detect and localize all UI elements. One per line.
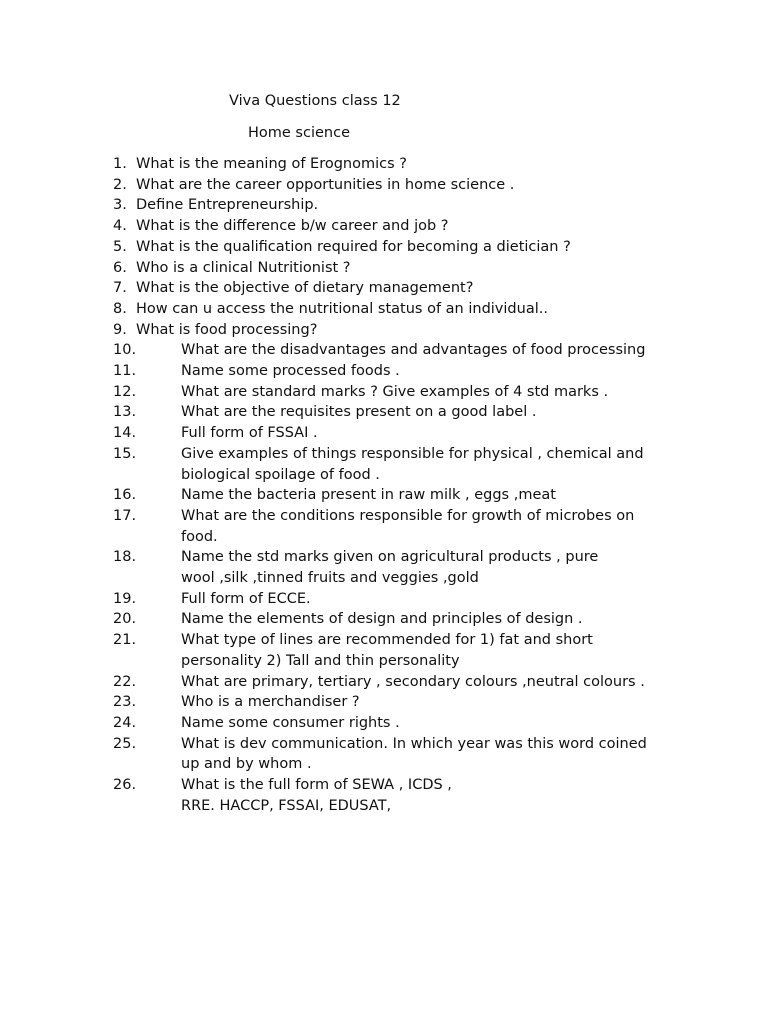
question-number: 11. — [113, 363, 137, 380]
question-text — [136, 361, 681, 382]
list-item — [0, 692, 681, 713]
question-text — [136, 589, 681, 610]
question-line: Give examples of things responsible for physical , chemical and — [181, 445, 644, 462]
list-item — [0, 278, 681, 299]
question-number: 24. — [113, 714, 137, 731]
question-number: 14. — [113, 425, 137, 442]
question-text — [136, 630, 681, 671]
question-text — [136, 775, 681, 816]
question-line: How can u access the nutritional status of an individual.. — [136, 300, 548, 317]
question-number: 21. — [113, 632, 137, 649]
question-line: Full form of ECCE. — [181, 590, 311, 607]
question-text — [136, 320, 681, 341]
question-number: 4. — [113, 218, 127, 235]
question-text — [136, 154, 681, 175]
list-item — [0, 237, 681, 258]
document-subtitle: Home science — [248, 125, 350, 141]
question-number: 17. — [113, 507, 137, 524]
list-item — [0, 320, 681, 341]
question-line: Name some consumer rights . — [181, 714, 400, 731]
list-item — [0, 713, 681, 734]
question-text — [136, 278, 681, 299]
list-item — [0, 485, 681, 506]
question-line: What are the disadvantages and advantages of food processing — [181, 342, 646, 359]
question-number: 10. — [113, 342, 137, 359]
question-number: 5. — [113, 238, 127, 255]
list-item — [0, 589, 681, 610]
question-number: 16. — [113, 487, 137, 504]
question-line: Name some processed foods . — [181, 363, 400, 380]
list-item — [0, 402, 681, 423]
question-number: 18. — [113, 549, 137, 566]
list-item — [0, 340, 681, 361]
question-number: 9. — [113, 321, 127, 338]
question-line: Who is a clinical Nutritionist ? — [136, 259, 351, 276]
list-item — [0, 609, 681, 630]
list-item — [0, 258, 681, 279]
document-title: Viva Questions class 12 — [229, 93, 401, 109]
question-line: What is dev communication. In which year was this word coined — [181, 735, 647, 752]
question-text — [136, 713, 681, 734]
question-line: Define Entrepreneurship. — [136, 197, 319, 214]
question-text — [136, 547, 681, 588]
list-item — [0, 299, 681, 320]
list-item — [0, 506, 681, 547]
question-line: Who is a merchandiser ? — [181, 694, 360, 711]
question-text — [136, 692, 681, 713]
question-text — [136, 485, 681, 506]
question-text — [136, 340, 681, 361]
question-text — [136, 672, 681, 693]
list-item — [0, 547, 681, 588]
question-text — [136, 195, 681, 216]
question-text — [136, 734, 681, 775]
question-line: Name the std marks given on agricultural products , pure — [181, 549, 599, 566]
question-line: What are the career opportunities in home science . — [136, 176, 515, 193]
question-number: 8. — [113, 300, 127, 317]
question-number: 15. — [113, 445, 137, 462]
list-item — [0, 175, 681, 196]
question-text — [136, 506, 681, 547]
question-line: Full form of FSSAI . — [181, 425, 318, 442]
list-item — [0, 775, 681, 816]
question-number: 2. — [113, 176, 127, 193]
question-line: What are standard marks ? Give examples of 4 std marks . — [181, 383, 609, 400]
question-text — [136, 299, 681, 320]
question-text — [136, 382, 681, 403]
question-number: 7. — [113, 280, 127, 297]
list-item — [0, 672, 681, 693]
question-line: What is the qualification required for becoming a dietician ? — [136, 238, 571, 255]
question-number: 22. — [113, 673, 137, 690]
question-number: 12. — [113, 383, 137, 400]
question-line: Name the elements of design and principles of design . — [181, 611, 583, 628]
list-item — [0, 630, 681, 671]
list-item — [0, 444, 681, 485]
question-text — [136, 237, 681, 258]
question-line: food. — [181, 528, 218, 545]
question-line: wool ,silk ,tinned fruits and veggies ,gold — [181, 570, 479, 587]
list-item — [0, 361, 681, 382]
list-item — [0, 216, 681, 237]
question-line: What are primary, tertiary , secondary colours ,neutral colours . — [181, 673, 645, 690]
question-text — [136, 258, 681, 279]
question-number: 23. — [113, 694, 137, 711]
question-list — [0, 154, 768, 817]
question-number: 19. — [113, 590, 137, 607]
question-number: 25. — [113, 735, 137, 752]
question-line: What is the difference b/w career and job ? — [136, 218, 449, 235]
question-line: Name the bacteria present in raw milk , eggs ,meat — [181, 487, 556, 504]
question-line: What is the full form of SEWA , ICDS , — [181, 777, 452, 794]
question-line: personality 2) Tall and thin personality — [181, 652, 460, 669]
question-text — [136, 216, 681, 237]
question-line: What is the objective of dietary management? — [136, 280, 474, 297]
question-number: 3. — [113, 197, 127, 214]
question-number: 26. — [113, 777, 137, 794]
question-number: 13. — [113, 404, 137, 421]
question-number: 20. — [113, 611, 137, 628]
question-line: biological spoilage of food . — [181, 466, 380, 483]
list-item — [0, 423, 681, 444]
list-item — [0, 154, 681, 175]
question-line: What is the meaning of Erognomics ? — [136, 156, 407, 172]
question-number: 6. — [113, 259, 127, 276]
list-item — [0, 734, 681, 775]
question-line: What is food processing? — [136, 321, 318, 338]
question-text — [136, 402, 681, 423]
question-line: What are the conditions responsible for growth of microbes on — [181, 507, 635, 524]
question-line: RRE. HACCP, FSSAI, EDUSAT, — [181, 797, 392, 814]
question-line: What are the requisites present on a good label . — [181, 404, 537, 421]
list-item — [0, 382, 681, 403]
question-text — [136, 423, 681, 444]
question-text — [136, 609, 681, 630]
question-text — [136, 175, 681, 196]
list-item — [0, 195, 681, 216]
question-number: 1. — [113, 156, 127, 172]
question-line: up and by whom . — [181, 756, 312, 773]
question-line: What type of lines are recommended for 1) fat and short — [181, 632, 593, 649]
question-text — [136, 444, 681, 485]
